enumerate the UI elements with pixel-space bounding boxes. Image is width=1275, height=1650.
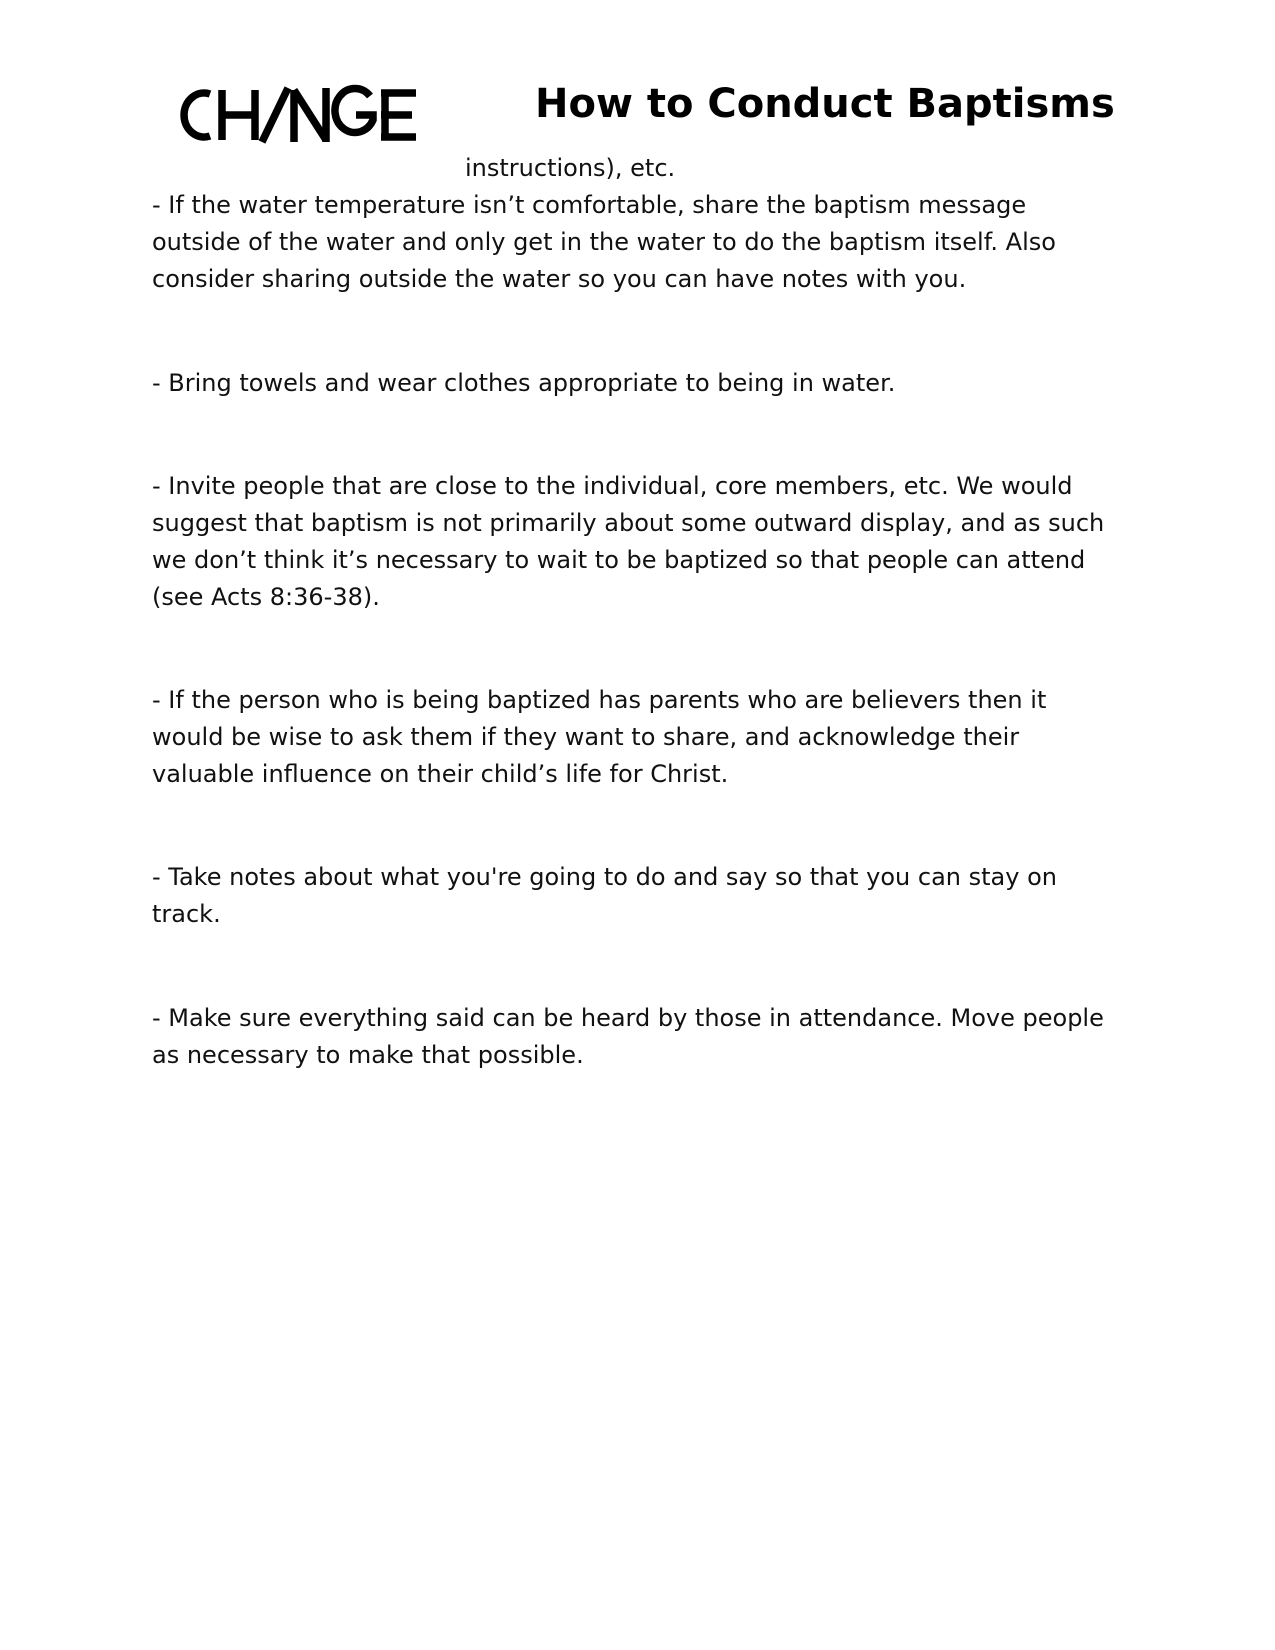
text-line: (see Acts 8:36-38).	[152, 583, 380, 611]
text-line: track.	[152, 900, 221, 928]
document-title: How to Conduct Baptisms	[535, 81, 1115, 127]
text-line: would be wise to ask them if they want to share, and acknowledge their	[152, 723, 1020, 751]
text-line: outside of the water and only get in the water to do the baptism itself. Also	[152, 228, 1056, 256]
text-line: we don’t think it’s necessary to wait to be baptized so that people can attend	[152, 546, 1086, 574]
text-line: - Invite people that are close to the individual, core members, etc. We would	[152, 472, 1073, 500]
continued-text: instructions), etc.	[465, 154, 676, 182]
text-line: as necessary to make that possible.	[152, 1041, 584, 1069]
paragraph-water-temperature	[152, 187, 1142, 298]
text-line: - If the person who is being baptized has parents who are believers then it	[152, 686, 1047, 714]
text-line: - Make sure everything said can be heard by those in attendance. Move people	[152, 1004, 1104, 1032]
text-line: consider sharing outside the water so you can have notes with you.	[152, 265, 967, 293]
paragraph-invite-people	[152, 468, 1142, 616]
paragraph-heard-by-all	[152, 1000, 1142, 1074]
paragraph-towels	[152, 365, 1142, 402]
text-line: - Take notes about what you're going to do and say so that you can stay on	[152, 863, 1057, 891]
text-line: - If the water temperature isn’t comfortable, share the baptism message	[152, 191, 1027, 219]
change-logo-mark	[170, 84, 420, 146]
paragraph-parents	[152, 682, 1142, 793]
text-line: - Bring towels and wear clothes appropriate to being in water.	[152, 369, 896, 397]
paragraph-take-notes	[152, 859, 1142, 933]
text-line: valuable influence on their child’s life for Christ.	[152, 760, 729, 788]
change-logo	[170, 84, 420, 146]
text-line: suggest that baptism is not primarily about some outward display, and as such	[152, 509, 1105, 537]
